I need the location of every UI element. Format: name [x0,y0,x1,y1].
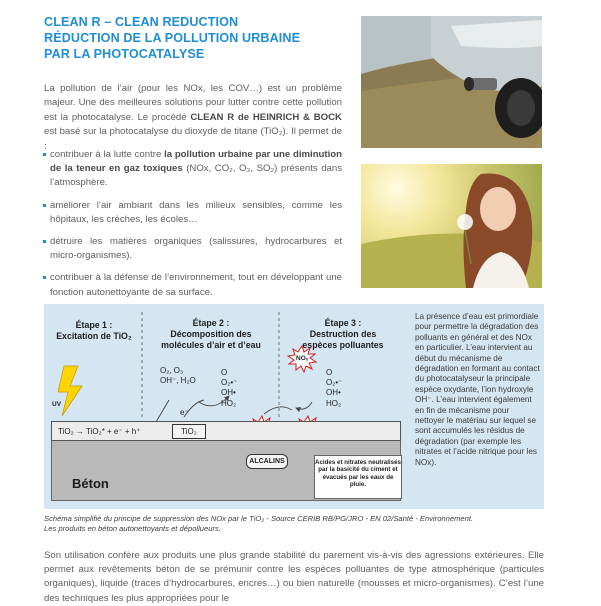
step-2-product-1: O [221,368,228,377]
nox-badge-top: NOₓ [296,355,309,362]
intro-paragraph [44,82,342,154]
step-2-product-2: O₂•⁻ [221,378,238,387]
title-line-2: RÉDUCTION DE LA POLLUTION URBAINE [44,31,301,45]
step-2-reactant-1: O₂, O₃ [160,366,184,375]
reaction-equation: TiO₂ → TiO₂* + e⁻ + h⁺ [58,427,141,436]
alcalins-badge: ALCALINS [246,454,288,469]
title-line-3: PAR LA PHOTOCATALYSE [44,47,205,61]
intro-text-1: La pollution de l’air (pour les NOx, les COV…) est un problème majeur. Une des meilleures solutions pour lutter contre cette pollution est la photocatalyse. Le procédé [44,83,342,123]
woman-meadow-photo [361,164,542,288]
intro-text-2: est basé sur la photocatalyse du dioxyde de titane (TiO₂). Il permet de : [44,126,342,152]
step-1-title: Étape 1 : [75,320,113,330]
step-3-species-2: O₂•⁻ [326,378,343,387]
step-1-label [48,320,140,342]
woman-illustration [361,164,542,288]
list-item [44,271,342,299]
bullet-square-icon [43,240,46,243]
bullet-3-text: détruire les matières organiques (salissures, hydrocarbures et micro-organismes). [50,236,342,262]
step-1-desc: Excitation de TiO₂ [56,331,132,341]
intro-brand: CLEAN R de HEINRICH & BOCK [190,111,342,123]
caption-line-2: Les produits en béton autonettoyants et dépollueurs. [44,524,221,534]
bullet-square-icon [43,153,46,156]
list-item [44,148,342,191]
bullet-square-icon [43,204,46,207]
tio2-layer [51,421,401,441]
bullet-4-text: contribuer à la défense de l’environnement, tout en développant une fonction autonettoyante de sa surface. [50,272,342,298]
title-line-1: CLEAN R – CLEAN REDUCTION [44,15,239,29]
step-3-species-1: O [326,368,333,377]
step-3-species-4: HO₂ [326,399,342,408]
step-2-reactant-2: OH⁻, H₂O [160,376,196,385]
uv-label: UV [52,401,62,408]
step-3-desc-1: Destruction des [309,329,377,339]
step-2-desc-2: molécules d’air et d’eau [161,340,261,350]
step-2-label [144,318,278,351]
car-exhaust-illustration [361,16,542,148]
step-3-species-3: OH• [326,388,341,397]
neutralisation-note: Acides et nitrates neutralisés par la basicité du ciment et évacués par les eaux de pluie. [314,455,402,499]
car-exhaust-photo [361,16,542,148]
diagram-caption [44,514,544,535]
step-2-product-4: HO₂ [221,399,237,408]
diagram-steps-panel [44,304,407,509]
photocatalysis-diagram [44,304,544,509]
step-2-title: Étape 2 : [192,318,230,328]
bullet-2-text: améliorer l’air ambiant dans les milieux sensibles, comme les hôpitaux, les crèches, les écoles… [50,199,342,225]
step-3-desc-2: espèces polluantes [302,340,384,350]
page-title [44,14,344,62]
step-2-product-3: OH• [221,388,236,397]
tio2-particle: TiO₂ [172,424,206,439]
bullet-square-icon [43,276,46,279]
step-3-label [282,318,404,351]
water-role-text: La présence d’eau est primordiale pour permettre la dégradation des polluants en général et des NOx en particulier. L’eau intervient au début du mécanisme de dégradation en formant au contact du photocatalyseur la principale espèce oxydante, l’ion hydroxyle OH⁻. L’eau intervient également en fin de mécanisme pour nettoyer le matériau sur lequel se sont accumulés les résidus de dégradation (par exemple les nitrates et l’acide nitrique pour les NOx). [415,312,540,467]
step-2-electron: e⁻ [180,408,189,417]
bullet-1-bold: la pollution urbaine par une diminution de la teneur en gaz toxiques [50,149,343,175]
body-paragraph: Son utilisation confère aux produits une plus grande stabilité du parement vis-à-vis des agressions extérieures. Elle permet aux revêtements béton de se prémunir contre les espèces polluantes de type atmosphérique (particules organiques), liquide (traces d’hydrocarbures, encres…) ou bien naturelle (mousses et micro-organismes). C’est l’une des techniques les plus appropriées pour le [44,550,544,604]
benefits-list [44,148,342,308]
list-item [44,199,342,227]
bullet-1-text: contribuer à la lutte contre [50,149,165,160]
step-2-desc-1: Décomposition des [170,329,252,339]
beton-label: Béton [72,476,109,491]
bullet-1-end: (NOx, CO₂, O₃, SO₂) présents dans l’atmosphère. [50,163,342,189]
list-item [44,235,342,263]
caption-line-1: Schéma simplifié du principe de suppression des NOx par le TiO₂ - Source CERIB RB/PG/JRO - EN 02/Santé - Environnement. [44,514,474,523]
step-3-title: Étape 3 : [324,318,362,328]
